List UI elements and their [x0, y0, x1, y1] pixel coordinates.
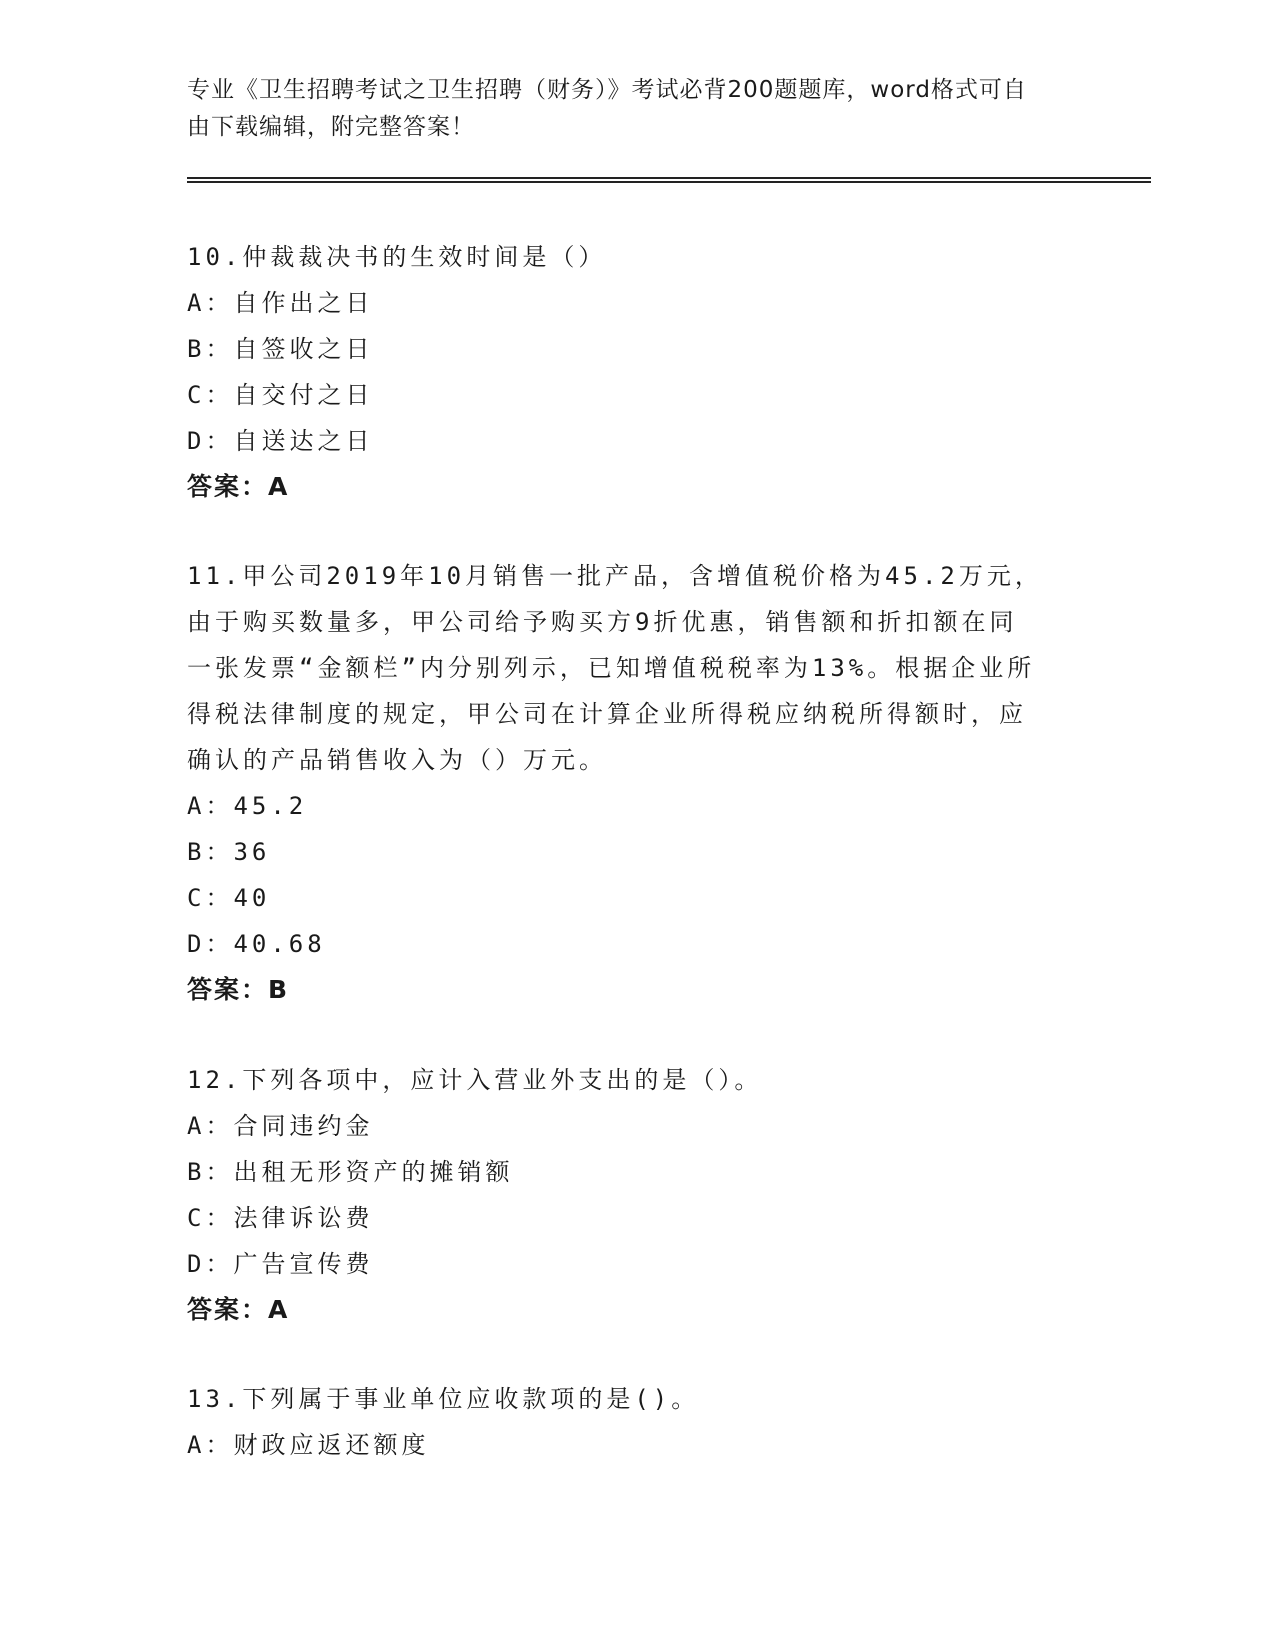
- header-line: 专业《卫生招聘考试之卫生招聘（财务）》考试必背200题题库，word格式可自: [187, 77, 1027, 103]
- answer: 答案：A: [187, 1295, 290, 1324]
- question-title: 12.下列各项中，应计入营业外支出的是（）。: [187, 1066, 763, 1094]
- option-d: D：40.68: [187, 930, 326, 958]
- question-11: [187, 553, 1087, 1013]
- answer: 答案：A: [187, 472, 290, 501]
- question-title: 得税法律制度的规定，甲公司在计算企业所得税应纳税所得额时，应: [187, 700, 1027, 728]
- question-10: [187, 234, 1087, 510]
- option-c: C：自交付之日: [187, 381, 374, 409]
- option-d: D：广告宣传费: [187, 1250, 374, 1278]
- document-header: [187, 72, 1067, 146]
- option-d: D：自送达之日: [187, 427, 374, 455]
- header-divider: [187, 177, 1151, 183]
- option-b: B：自签收之日: [187, 335, 374, 363]
- answer: 答案：B: [187, 975, 290, 1004]
- question-13: [187, 1376, 1087, 1468]
- option-a: A：45.2: [187, 792, 308, 820]
- question-12: [187, 1057, 1087, 1333]
- question-title: 确认的产品销售收入为（）万元。: [187, 746, 607, 774]
- option-a: A：财政应返还额度: [187, 1431, 430, 1459]
- option-c: C：法律诉讼费: [187, 1204, 374, 1232]
- header-line: 由下载编辑，附完整答案！: [187, 114, 475, 140]
- option-a: A：自作出之日: [187, 289, 374, 317]
- option-c: C：40: [187, 884, 271, 912]
- question-title: 一张发票“金额栏”内分别列示，已知增值税税率为13%。根据企业所: [187, 654, 1036, 682]
- option-b: B：出租无形资产的摊销额: [187, 1158, 514, 1186]
- question-title: 由于购买数量多，甲公司给予购买方9折优惠，销售额和折扣额在同: [187, 608, 1018, 636]
- question-title: 11.甲公司2019年10月销售一批产品，含增值税价格为45.2万元，: [187, 562, 1043, 590]
- option-b: B：36: [187, 838, 271, 866]
- question-title: 13.下列属于事业单位应收款项的是()。: [187, 1385, 700, 1413]
- question-title: 10.仲裁裁决书的生效时间是（）: [187, 243, 607, 271]
- option-a: A：合同违约金: [187, 1112, 374, 1140]
